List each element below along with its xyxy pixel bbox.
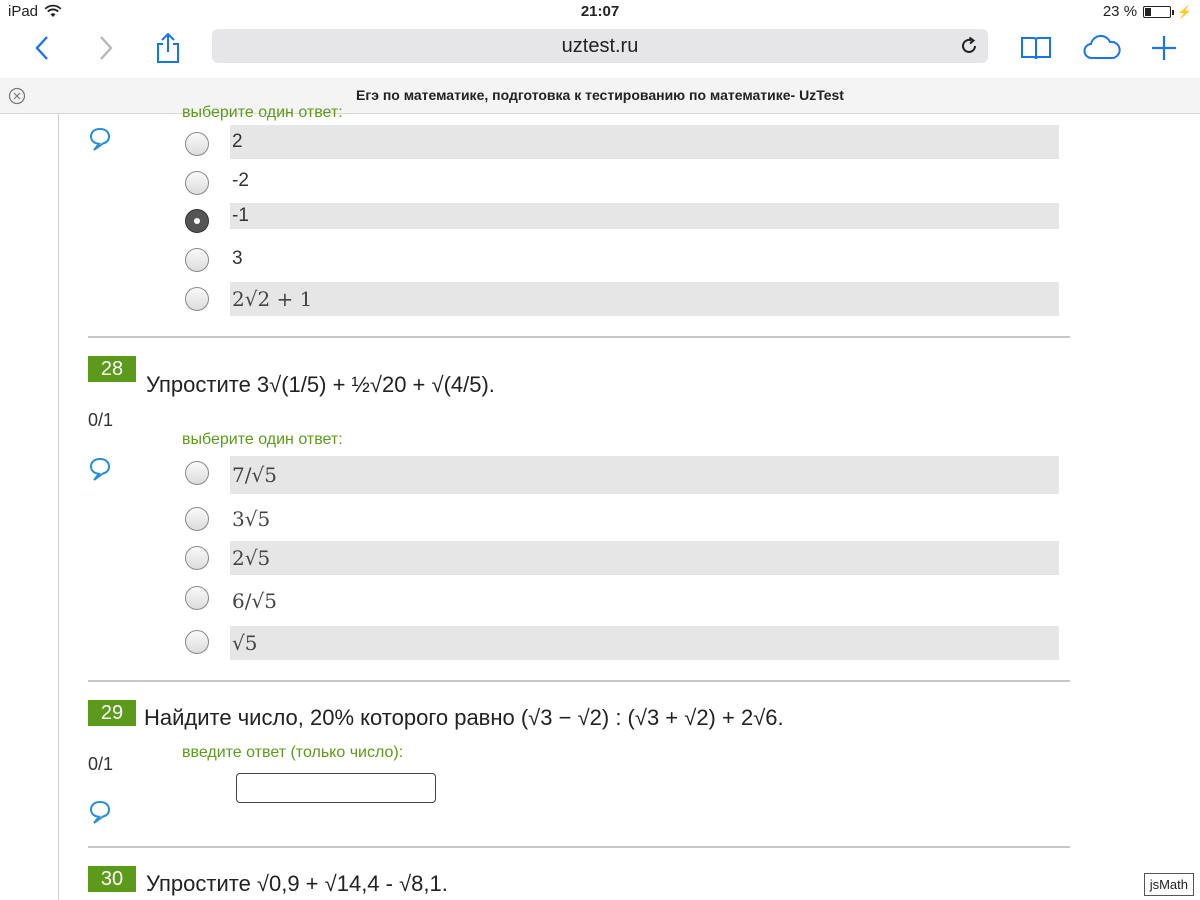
q28-option-3[interactable] bbox=[230, 541, 1059, 575]
option-label: 2 bbox=[232, 131, 243, 152]
share-icon bbox=[155, 32, 181, 64]
option-label: 2√2 + 1 bbox=[232, 287, 313, 311]
option-label: -1 bbox=[232, 205, 249, 226]
icloud-tabs-button[interactable] bbox=[1082, 28, 1122, 68]
prev-option-2[interactable] bbox=[230, 164, 1059, 198]
question-text: Упростите √0,9 + √14,4 - √8,1. bbox=[146, 871, 448, 896]
option-label: √5 bbox=[232, 631, 258, 655]
battery-icon bbox=[1143, 6, 1171, 18]
prev-prompt: выберите один ответ: bbox=[182, 104, 343, 121]
q28-radio-3[interactable] bbox=[185, 546, 209, 570]
q28-radio-4[interactable] bbox=[185, 586, 209, 610]
question-number: 30 bbox=[88, 866, 136, 892]
chevron-left-icon bbox=[34, 35, 50, 61]
divider bbox=[88, 846, 1070, 848]
option-label: 6/√5 bbox=[232, 589, 277, 613]
browser-toolbar bbox=[0, 24, 1200, 74]
prev-radio-1[interactable] bbox=[185, 132, 209, 156]
prev-radio-2[interactable] bbox=[185, 171, 209, 195]
back-button[interactable] bbox=[22, 28, 62, 68]
q28-option-2[interactable] bbox=[230, 502, 1059, 536]
prev-radio-4[interactable] bbox=[185, 248, 209, 272]
status-clock: 21:07 bbox=[580, 3, 620, 20]
share-button[interactable] bbox=[148, 28, 188, 68]
url-text: uztest.ru bbox=[561, 34, 639, 57]
answer-input[interactable] bbox=[236, 773, 436, 803]
comment-icon[interactable] bbox=[88, 799, 112, 825]
q28-radio-1[interactable] bbox=[185, 461, 209, 485]
q28-option-1[interactable] bbox=[230, 456, 1059, 494]
status-bar bbox=[0, 0, 1200, 24]
prev-option-4[interactable] bbox=[230, 242, 1059, 276]
plus-icon bbox=[1151, 35, 1177, 61]
tab-title: Егэ по математике, подготовка к тестированию по математике- UzTest bbox=[356, 87, 844, 103]
chevron-right-icon bbox=[98, 35, 114, 61]
divider bbox=[88, 336, 1070, 338]
option-label: -2 bbox=[232, 170, 249, 191]
option-label: 3√5 bbox=[232, 507, 271, 531]
question-score: 0/1 bbox=[88, 754, 114, 774]
question-number: 29 bbox=[88, 700, 136, 726]
bookmarks-button[interactable] bbox=[1016, 28, 1056, 68]
charging-icon: ⚡ bbox=[1177, 4, 1192, 19]
answer-prompt: введите ответ (только число): bbox=[182, 744, 404, 761]
book-icon bbox=[1020, 35, 1052, 61]
comment-icon[interactable] bbox=[88, 126, 112, 152]
prev-option-1[interactable] bbox=[230, 125, 1059, 159]
prev-radio-5[interactable] bbox=[185, 287, 209, 311]
status-right bbox=[1103, 3, 1192, 20]
address-bar[interactable] bbox=[212, 29, 988, 63]
cloud-icon bbox=[1082, 35, 1122, 61]
question-text: Найдите число, 20% которого равно (√3 − √2) : (√3 + √2) + 2√6. bbox=[144, 705, 784, 730]
new-tab-button[interactable] bbox=[1144, 28, 1184, 68]
battery-percent: 23 % bbox=[1102, 3, 1138, 20]
prev-option-3[interactable] bbox=[230, 203, 1059, 229]
prev-option-5[interactable] bbox=[230, 282, 1059, 316]
reload-icon[interactable] bbox=[958, 35, 980, 57]
option-label: 2√5 bbox=[232, 546, 271, 570]
divider bbox=[88, 680, 1070, 682]
q28-radio-2[interactable] bbox=[185, 507, 209, 531]
q28-option-5[interactable] bbox=[230, 626, 1059, 660]
option-label: 3 bbox=[232, 248, 243, 269]
option-label: 7/√5 bbox=[232, 463, 277, 487]
left-border bbox=[58, 114, 59, 900]
q28-option-4[interactable] bbox=[230, 582, 1059, 620]
comment-icon[interactable] bbox=[88, 456, 112, 482]
question-number: 28 bbox=[88, 356, 136, 382]
question-score: 0/1 bbox=[88, 410, 114, 430]
tab-bar bbox=[0, 78, 1200, 114]
prev-radio-3[interactable] bbox=[185, 209, 209, 233]
answer-prompt: выберите один ответ: bbox=[182, 431, 343, 448]
question-text: Упростите 3√(1/5) + ½√20 + √(4/5). bbox=[146, 372, 495, 397]
jsmath-button[interactable]: jsMath bbox=[1144, 873, 1194, 896]
device-name: iPad bbox=[8, 3, 39, 20]
quiz-content bbox=[0, 104, 1200, 900]
q28-radio-5[interactable] bbox=[185, 630, 209, 654]
forward-button[interactable] bbox=[86, 28, 126, 68]
